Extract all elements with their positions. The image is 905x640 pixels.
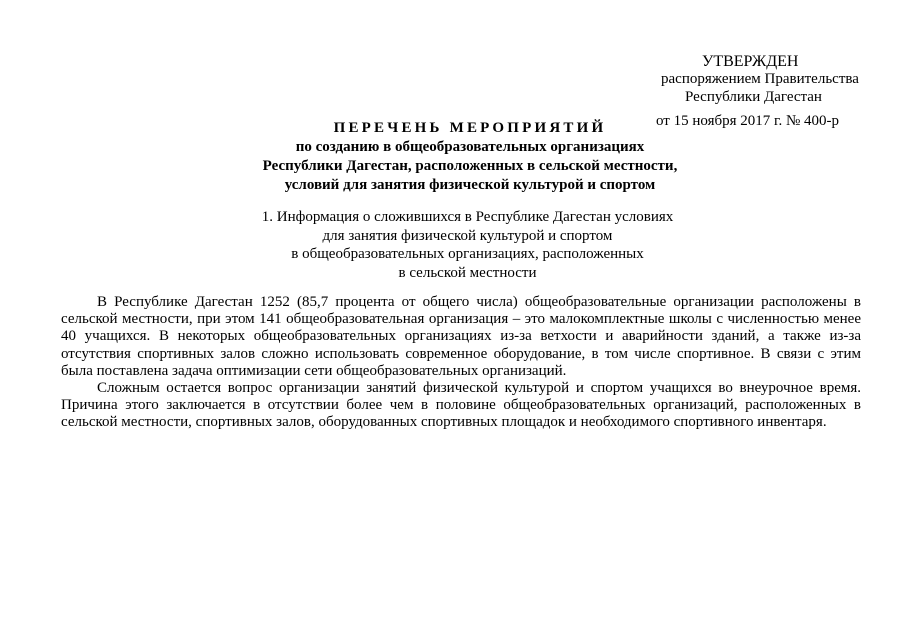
title-line-3: Республики Дагестан, расположенных в сельской местности, xyxy=(262,158,678,174)
paragraph-1-line-4: отсутствия спортивных залов сложно использовать современное оборудование, в том числе спортивное. В связи с этим xyxy=(61,345,861,362)
paragraph-1-line-2: сельской местности, при этом 141 общеобразовательная организация – это малокомплектные школы с численностью менее xyxy=(61,311,861,328)
paragraph-1-line-5: была поставлена задача оптимизации сети общеобразовательных организаций. xyxy=(61,362,567,379)
paragraph-1 xyxy=(61,294,861,380)
title-line-4: условий для занятия физической культурой и спортом xyxy=(284,177,656,193)
section-line-3: в общеобразовательных организациях, расположенных xyxy=(291,246,644,262)
paragraph-2-line-3: сельской местности, спортивных залов, оборудованных спортивных площадок и необходимого спортивного инвентаря. xyxy=(61,414,827,431)
title-heading: ПЕРЕЧЕНЬ МЕРОПРИЯТИЙ xyxy=(333,120,607,136)
approval-date-number: от 15 ноября 2017 г. № 400-р xyxy=(656,113,840,129)
section-line-1: 1. Информация о сложившихся в Республике Дагестан условиях xyxy=(261,209,674,225)
approval-title: УТВЕРЖДЕН xyxy=(702,53,799,70)
document-title xyxy=(200,119,740,195)
section-line-2: для занятия физической культурой и спортом xyxy=(322,227,613,244)
paragraph-1-line-1: В Республике Дагестан 1252 (85,7 процента от общего числа) общеобразовательные организации расположены в xyxy=(97,294,861,310)
approval-region: Республики Дагестан xyxy=(685,89,822,105)
title-line-2: по созданию в общеобразовательных организациях xyxy=(295,139,645,155)
paragraph-1-line-3: 40 учащихся. В некоторых общеобразовательных организациях из-за ветхости и аварийности зданий, а также из-за xyxy=(61,328,861,345)
body-text xyxy=(61,294,861,432)
paragraph-2-line-2: Причина этого заключается в отсутствии более чем в половине общеобразовательных организаций, расположенных в xyxy=(61,397,861,414)
paragraph-2-line-1: Сложным остается вопрос организации занятий физической культурой и спортом учащихся во внеурочное время. xyxy=(97,380,861,397)
section-heading xyxy=(200,208,735,282)
approval-authority: распоряжением Правительства xyxy=(661,71,859,87)
section-line-4: в сельской местности xyxy=(398,264,537,281)
paragraph-2 xyxy=(61,380,861,432)
